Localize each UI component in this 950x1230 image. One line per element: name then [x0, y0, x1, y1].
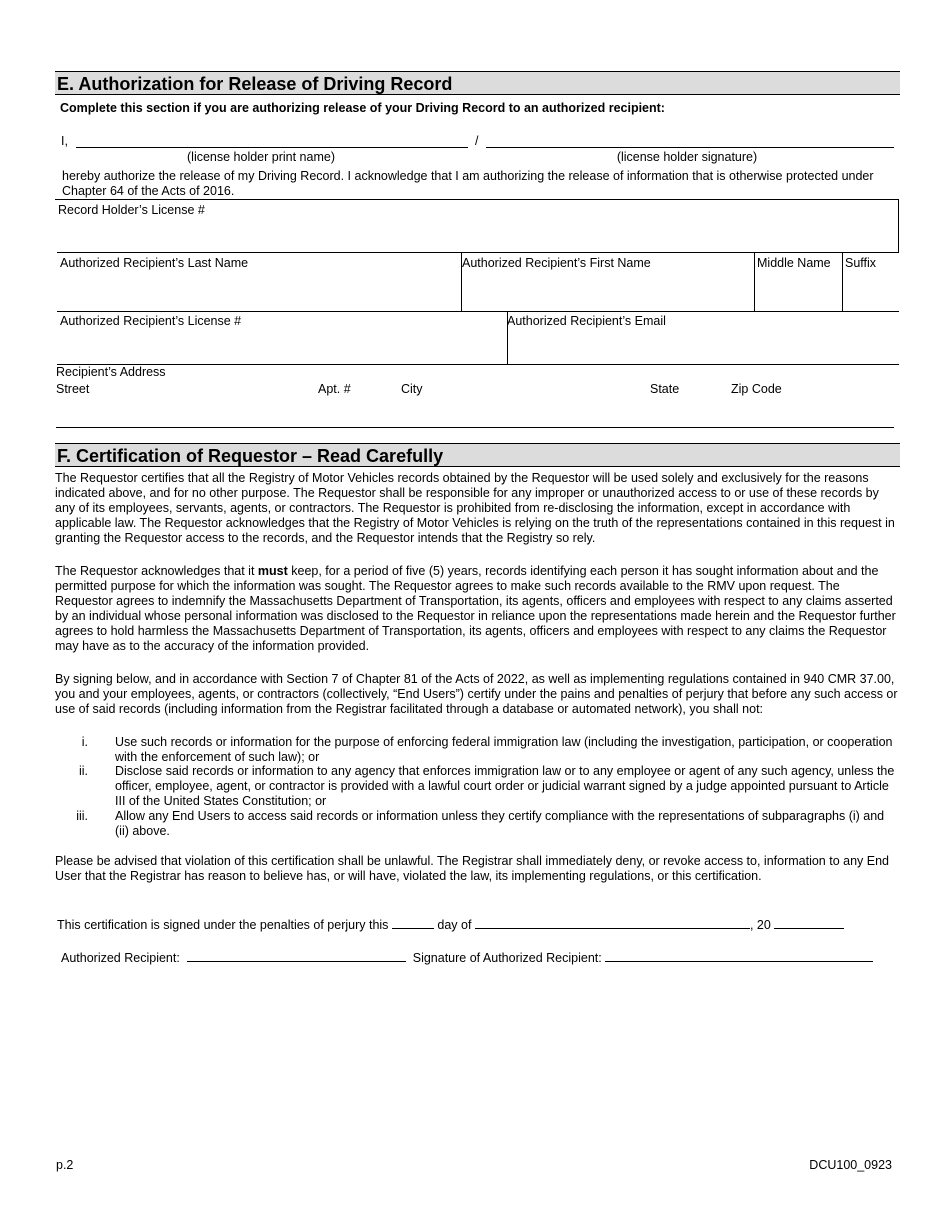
para2-must: must [257, 564, 288, 578]
recipient-email-field[interactable] [509, 330, 897, 363]
record-holder-license-field[interactable] [56, 218, 896, 250]
certification-paragraph-4: Please be advised that violation of this certification shall be unlawful. The Registrar shall immediately deny, or revoke access to, information to any End User that the Registrar has reason to believe has, or will have, violated the law, its implementing regulations, or this certification. [55, 854, 889, 883]
day-field[interactable] [392, 917, 434, 929]
row-divider-2 [57, 311, 899, 312]
section-f-title: F. Certification of Requestor – Read Carefully [55, 443, 900, 467]
license-holder-print-name-line[interactable] [76, 147, 468, 148]
month-field[interactable] [475, 917, 750, 929]
middle-name-label: Middle Name [757, 256, 831, 270]
street-label: Street [56, 382, 90, 396]
perjury-date-line [57, 917, 844, 933]
name-col-divider-2 [754, 252, 755, 311]
recipient-license-field[interactable] [57, 330, 505, 363]
signature-of-recipient-field[interactable] [605, 950, 873, 962]
recipient-license-label: Authorized Recipient’s License # [60, 314, 242, 328]
certification-paragraph-2 [55, 564, 900, 654]
authorization-text: hereby authorize the release of my Driving Record. I acknowledge that I am authorizing the release of information that is otherwise protected under Chapter 64 of the Acts of 2016. [62, 169, 874, 198]
name-col-divider-3 [842, 252, 843, 311]
authorized-recipient-field[interactable] [187, 950, 406, 962]
record-holder-license-label: Record Holder’s License # [58, 203, 205, 217]
recipient-first-name-field[interactable] [463, 272, 752, 310]
year-field[interactable] [774, 917, 844, 929]
cert-text-1: This certification is signed under the penalties of perjury this [57, 918, 389, 932]
list-item: Use such records or information for the purpose of enforcing federal immigration law (including the investigation, participation, or cooperation with the enforcement of such law); or [115, 735, 893, 764]
i-prefix: I, [61, 134, 68, 148]
state-label: State [650, 382, 680, 396]
row-divider-1 [57, 252, 899, 253]
recipient-last-name-label: Authorized Recipient’s Last Name [60, 256, 249, 270]
authorized-recipient-label: Authorized Recipient: [61, 951, 180, 965]
recipient-email-label: Authorized Recipient’s Email [507, 314, 666, 328]
recipient-last-name-field[interactable] [57, 272, 459, 310]
record-holder-box-right [898, 199, 899, 252]
apt-label: Apt. # [318, 382, 351, 396]
list-item-number: i. [81, 735, 88, 749]
list-item: Disclose said records or information to any agency that enforces immigration law or to any employee or agent of any such agency, unless the officer, employee, agent, or contractor is provided with a lawful court order or judicial warrant signed by a judge appointed pursuant to Article III of the United States Constitution; or [115, 764, 895, 808]
para2-start: The Requestor acknowledges that it [55, 564, 258, 578]
slash-separator: / [475, 134, 479, 148]
signature-of-recipient-label: Signature of Authorized Recipient: [412, 951, 602, 965]
cert-text-3: , 20 [749, 918, 771, 932]
suffix-field[interactable] [844, 272, 897, 310]
middle-name-field[interactable] [756, 272, 840, 310]
city-label: City [401, 382, 423, 396]
page-number: p.2 [56, 1158, 74, 1172]
recipient-signature-line [61, 950, 873, 966]
certification-paragraph-3: By signing below, and in accordance with Section 7 of Chapter 81 of the Acts of 2022, as well as implementing regulations contained in 940 CMR 37.00, you and your employees, agents, or contractors (collectively, “End Users”) certify under the pains and penalties of perjury that before any such access or use of said records (including information from the Registrar facilitated through a database or automated network), you shall not: [55, 672, 898, 716]
recipient-address-field[interactable] [56, 399, 894, 425]
license-holder-signature-line[interactable] [486, 147, 894, 148]
list-item-number: iii. [76, 809, 88, 823]
recipient-first-name-label: Authorized Recipient’s First Name [462, 256, 651, 270]
suffix-label: Suffix [845, 256, 877, 270]
address-underline [56, 427, 894, 428]
record-holder-box-top [55, 199, 899, 200]
recipient-address-label: Recipient’s Address [56, 365, 166, 379]
list-item-number: ii. [78, 764, 88, 778]
signature-caption: (license holder signature) [616, 150, 758, 164]
form-id: DCU100_0923 [809, 1158, 892, 1172]
section-e-instruction: Complete this section if you are authorizing release of your Driving Record to an authorized recipient: [60, 101, 665, 115]
section-e-title: E. Authorization for Release of Driving Record [55, 71, 900, 95]
print-name-caption: (license holder print name) [187, 150, 335, 164]
para2-rest: keep, for a period of five (5) years, records identifying each person it has sought information about and the permitted purpose for which the information was sought. The Requestor agrees to make such records available to the RMV upon request. The Requestor agrees to indemnify the Massachusetts Department of Transportation, its agents, officers and employees with respect to any claims asserted by an individual whose personal information was disclosed to the Requestor in reliance upon the representations made herein and the Requestor further agrees to hold harmless the Massachusetts Department of Transportation, its agents, officers and employees with respect to any claims the Requestor may have as to the accuracy of the information provided. [55, 564, 896, 653]
cert-text-2: day of [437, 918, 472, 932]
row-divider-3 [57, 364, 899, 365]
list-item: Allow any End Users to access said records or information unless they certify compliance with the representations of subparagraphs (i) and (ii) above. [115, 809, 885, 838]
zip-label: Zip Code [731, 382, 782, 396]
certification-paragraph-1: The Requestor certifies that all the Registry of Motor Vehicles records obtained by the Requestor will be used solely and exclusively for the reasons indicated above, and for no other purpose. The Requestor shall be responsible for any improper or unauthorized access to or use of these records by any of its employees, servants, agents, or contractors. The Requestor is prohibited from re-disclosing the information, except in accordance with applicable law. The Requestor acknowledges that the Registry of Motor Vehicles is relying on the truth of the representations contained in this request in granting the Requestor access to the records, and the Requestor intends that the Registry so rely. [55, 471, 895, 545]
